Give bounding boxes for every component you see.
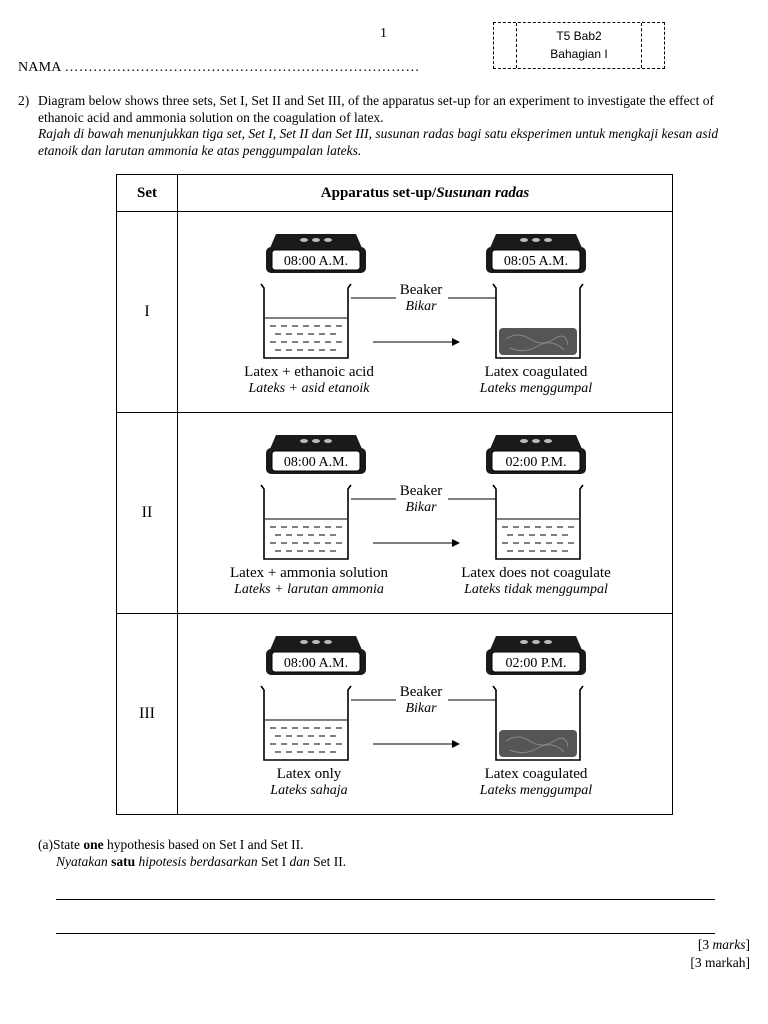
set-label: III [117,614,178,815]
clock-button [544,640,552,644]
set-column-header: Set [117,175,178,212]
left-caption-malay: Lateks sahaja [270,783,348,798]
page-number: 1 [380,26,387,41]
clock-button [532,640,540,644]
right-caption-malay: Lateks menggumpal [479,783,593,798]
start-clock [266,234,366,273]
clock-button [544,238,552,242]
clock-time: 08:00 A.M. [283,455,349,470]
coagulated-latex [499,328,577,355]
beaker-label-malay: Bikar [405,500,437,515]
coagulated-latex [499,730,577,757]
apparatus-cell-set-1 [178,212,673,413]
topic-tag-box [493,22,665,69]
arrow-head [452,338,460,346]
right-caption: Latex coagulated [484,364,588,380]
left-caption: Latex only [276,766,342,782]
right-caption: Latex coagulated [484,766,588,782]
question-2 [18,93,748,159]
name-label: NAMA [18,60,61,75]
beaker-outline [261,284,351,358]
clock-button [520,439,528,443]
clock-time: 08:00 A.M. [283,656,349,671]
left-caption-malay: Lateks + larutan ammonia [234,582,384,597]
clock-button [312,238,320,242]
beaker-outline [261,686,351,760]
name-line [18,60,420,76]
clock-button [300,238,308,242]
beaker-label-malay: Bikar [405,701,437,716]
tag-line-1: T5 Bab2 [556,29,602,43]
clock-button [324,439,332,443]
end-clock [486,435,586,474]
apparatus-cell-set-2 [178,413,673,614]
part-a-label: (a) [38,837,53,852]
beaker-label: Beaker [399,483,443,499]
right-caption-malay: Lateks menggumpal [479,381,593,396]
apparatus-diagram-set-1 [178,212,672,407]
name-dots: ………………………………………………………………… [64,60,420,75]
set-label: I [117,212,178,413]
end-beaker [493,686,583,760]
start-beaker [261,485,351,559]
clock-button [312,439,320,443]
apparatus-table [116,174,673,815]
apparatus-diagram-set-3 [178,614,672,809]
clock-button [520,238,528,242]
start-beaker [261,686,351,760]
question-text-malay: Rajah di bawah menunjukkan tiga set, Set I, Set II dan Set III, susunan radas bagi satu eksperimen untuk mengkaji kesan asid etanoik dan larutan ammonia ke atas penggumpalan lateks. [38,126,719,158]
apparatus-cell-set-3 [178,614,673,815]
clock-button [312,640,320,644]
part-a-question: (a)State one hypothesis based on Set I and Set II. Nyatakan satu hipotesis berdasarkan Set I dan Set II. [38,837,347,869]
set-label: II [117,413,178,614]
end-clock [486,234,586,273]
end-clock [486,636,586,675]
clock-time: 08:00 A.M. [283,254,349,269]
left-caption-malay: Lateks + asid etanoik [248,381,370,396]
right-caption: Latex does not coagulate [461,565,611,581]
question-number: 2) [18,93,30,108]
start-beaker [261,284,351,358]
apparatus-column-header: Apparatus set-up/Susunan radas [178,175,673,212]
arrow-head [452,740,460,748]
clock-button [532,238,540,242]
left-caption: Latex + ethanoic acid [244,364,374,380]
clock-button [324,640,332,644]
start-clock [266,435,366,474]
end-beaker [493,284,583,358]
apparatus-diagram-set-2 [178,413,672,608]
marks-malay: [3 markah] [690,955,750,970]
beaker-label-malay: Bikar [405,299,437,314]
clock-button [544,439,552,443]
tag-line-2: Bahagian I [550,47,608,61]
marks-english: [3 marks] [697,937,750,952]
right-caption-malay: Lateks tidak menggumpal [464,582,608,597]
arrow-head [452,539,460,547]
clock-button [520,640,528,644]
clock-time: 02:00 P.M. [505,656,567,671]
start-clock [266,636,366,675]
clock-button [532,439,540,443]
clock-time: 02:00 P.M. [505,455,567,470]
end-beaker [493,485,583,559]
beaker-outline [493,485,583,559]
beaker-outline [261,485,351,559]
clock-button [300,439,308,443]
question-text-english: Diagram below shows three sets, Set I, Set II and Set III, of the apparatus set-up for an experiment to investigate the effect of ethanoic acid and ammonia solution on the coagulation of latex. [38,93,715,125]
beaker-label: Beaker [399,684,443,700]
clock-button [300,640,308,644]
beaker-label: Beaker [399,282,443,298]
clock-button [324,238,332,242]
clock-time: 08:05 A.M. [503,254,569,269]
answer-line-1[interactable] [56,899,715,900]
left-caption: Latex + ammonia solution [229,565,389,581]
answer-line-2[interactable] [56,933,715,934]
